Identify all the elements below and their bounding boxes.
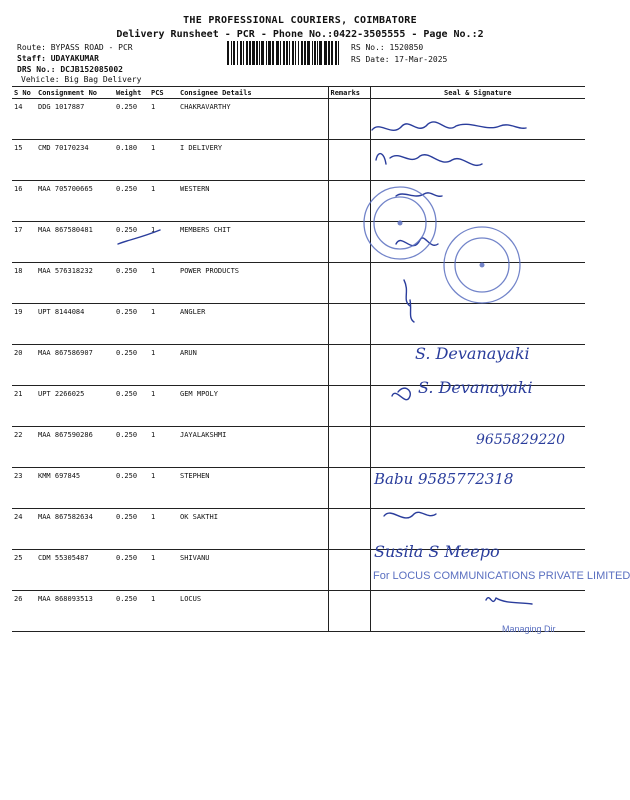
cell-remarks [328, 222, 370, 263]
signature-text-row21: S. Devanayaki [418, 378, 533, 397]
cell-sno: 21 [12, 386, 36, 427]
document-title: THE PROFESSIONAL COURIERS, COIMBATORE [183, 15, 417, 26]
cell-weight: 0.250 [114, 345, 149, 386]
phone-text-row22: 9655829220 [476, 432, 566, 448]
cell-signature [370, 263, 585, 304]
drs-number: DRS No.: DCJB152085002 [17, 65, 123, 74]
cell-remarks [328, 345, 370, 386]
cell-pcs: 1 [149, 263, 178, 304]
cell-weight: 0.250 [114, 509, 149, 550]
cell-consignee: SHIVANU [178, 550, 328, 591]
cell-consignment: MAA 705700665 [36, 181, 114, 222]
cell-consignment: MAA 576318232 [36, 263, 114, 304]
signature-text-row23: Babu 9585772318 [374, 470, 514, 488]
cell-weight: 0.250 [114, 263, 149, 304]
cell-consignee: STEPHEN [178, 468, 328, 509]
table-row [12, 99, 585, 140]
cell-pcs: 1 [149, 304, 178, 345]
signature-text-row25: Susila S Meepo [374, 542, 500, 561]
table-row [12, 591, 585, 632]
cell-signature [370, 99, 585, 140]
table-row [12, 181, 585, 222]
cell-weight: 0.250 [114, 99, 149, 140]
cell-weight: 0.250 [114, 181, 149, 222]
table-header-row [12, 87, 585, 99]
cell-consignment: MAA 867586907 [36, 345, 114, 386]
cell-consignment: MAA 867590286 [36, 427, 114, 468]
cell-consignee: WESTERN [178, 181, 328, 222]
cell-consignment: UPT 2266025 [36, 386, 114, 427]
cell-consignee: JAYALAKSHMI [178, 427, 328, 468]
cell-weight: 0.250 [114, 427, 149, 468]
cell-remarks [328, 140, 370, 181]
cell-consignment: CDM 55305487 [36, 550, 114, 591]
company-stamp-text: For LOCUS COMMUNICATIONS PRIVATE LIMITED [373, 570, 630, 582]
col-sno-header: S No [12, 87, 36, 99]
staff-label: Staff: UDAYAKUMAR [17, 54, 99, 63]
cell-consignment: KMM 697845 [36, 468, 114, 509]
cell-sno: 23 [12, 468, 36, 509]
table-row [12, 304, 585, 345]
cell-pcs: 1 [149, 345, 178, 386]
col-signature-header: Seal & Signature [370, 87, 585, 99]
cell-signature [370, 181, 585, 222]
cell-remarks [328, 99, 370, 140]
cell-remarks [328, 468, 370, 509]
cell-remarks [328, 263, 370, 304]
cell-sno: 24 [12, 509, 36, 550]
cell-weight: 0.250 [114, 591, 149, 632]
col-consignee-header: Consignee Details [178, 87, 328, 99]
cell-pcs: 1 [149, 181, 178, 222]
cell-consignment: MAA 868093513 [36, 591, 114, 632]
cell-weight: 0.250 [114, 468, 149, 509]
cell-sno: 15 [12, 140, 36, 181]
cell-consignee: I DELIVERY [178, 140, 328, 181]
cell-signature [370, 140, 585, 181]
cell-weight: 0.180 [114, 140, 149, 181]
col-consignment-header: Consignment No [36, 87, 114, 99]
cell-consignment: UPT 8144084 [36, 304, 114, 345]
cell-weight: 0.250 [114, 222, 149, 263]
cell-weight: 0.250 [114, 304, 149, 345]
cell-pcs: 1 [149, 222, 178, 263]
cell-remarks [328, 427, 370, 468]
cell-consignee: POWER PRODUCTS [178, 263, 328, 304]
cell-consignment: MAA 867580481 [36, 222, 114, 263]
cell-sno: 25 [12, 550, 36, 591]
cell-sno: 18 [12, 263, 36, 304]
cell-consignee: ANGLER [178, 304, 328, 345]
cell-pcs: 1 [149, 468, 178, 509]
cell-pcs: 1 [149, 140, 178, 181]
col-pcs-header: PCS [149, 87, 178, 99]
cell-pcs: 1 [149, 591, 178, 632]
cell-pcs: 1 [149, 386, 178, 427]
cell-consignment: CMD 70170234 [36, 140, 114, 181]
vehicle-label: Vehicle: Big Bag Delivery [21, 75, 142, 84]
cell-sno: 14 [12, 99, 36, 140]
cell-consignee: CHAKRAVARTHY [178, 99, 328, 140]
cell-sno: 20 [12, 345, 36, 386]
col-remarks-header: Remarks [328, 87, 370, 99]
cell-sno: 17 [12, 222, 36, 263]
runsheet-subtitle: Delivery Runsheet - PCR - Phone No.:0422-3505555 - Page No.:2 [116, 29, 484, 40]
cell-signature [370, 222, 585, 263]
cell-signature [370, 304, 585, 345]
col-weight-header: Weight [114, 87, 149, 99]
cell-pcs: 1 [149, 99, 178, 140]
cell-remarks [328, 550, 370, 591]
cell-weight: 0.250 [114, 386, 149, 427]
cell-weight: 0.250 [114, 550, 149, 591]
signature-text-row20: S. Devanayaki [415, 344, 530, 363]
cell-consignee: OK SAKTHI [178, 509, 328, 550]
cell-consignment: DDG 1017887 [36, 99, 114, 140]
barcode-icon [227, 41, 342, 65]
cell-remarks [328, 181, 370, 222]
cell-sno: 26 [12, 591, 36, 632]
rs-number: RS No.: 1520850 [351, 43, 424, 52]
cell-sno: 22 [12, 427, 36, 468]
route-label: Route: BYPASS ROAD - PCR [17, 43, 133, 52]
cell-remarks [328, 386, 370, 427]
cell-remarks [328, 591, 370, 632]
cell-pcs: 1 [149, 509, 178, 550]
table-row [12, 140, 585, 181]
managing-director-stamp-text: Managing Dir [502, 624, 556, 634]
cell-consignee: MEMBERS CHIT [178, 222, 328, 263]
table-row [12, 222, 585, 263]
cell-pcs: 1 [149, 427, 178, 468]
table-row [12, 263, 585, 304]
cell-remarks [328, 509, 370, 550]
cell-consignee: LOCUS [178, 591, 328, 632]
rs-date: RS Date: 17-Mar-2025 [351, 55, 448, 64]
cell-sno: 19 [12, 304, 36, 345]
cell-pcs: 1 [149, 550, 178, 591]
cell-remarks [328, 304, 370, 345]
cell-sno: 16 [12, 181, 36, 222]
cell-consignee: GEM MPOLY [178, 386, 328, 427]
cell-consignee: ARUN [178, 345, 328, 386]
cell-consignment: MAA 867582634 [36, 509, 114, 550]
